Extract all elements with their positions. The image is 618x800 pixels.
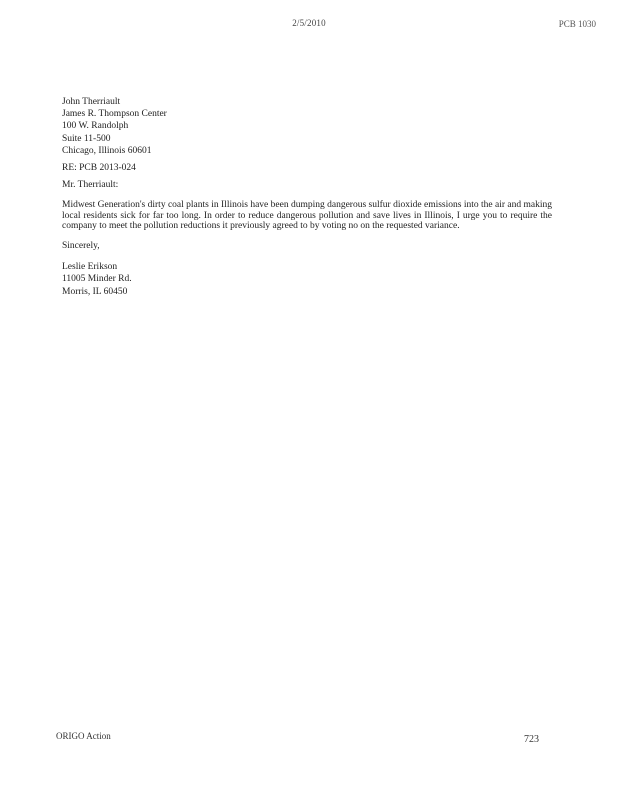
sender-city: Morris, IL 60450 bbox=[62, 286, 128, 297]
sender-street: 11005 Minder Rd. bbox=[62, 274, 132, 285]
letter-content bbox=[62, 96, 552, 298]
page-number: 723 bbox=[524, 734, 539, 745]
closing: Sincerely, bbox=[62, 241, 100, 252]
recipient-suite: Suite 11-500 bbox=[62, 133, 111, 144]
header-date: 2/5/2010 bbox=[292, 18, 326, 28]
letter-body: Midwest Generation's dirty coal plants in Illinois have been dumping dangerous sulfur dioxide emissions into the air and making local residents sick for far too long. In order to reduce dangerous pollution and save lives in Illinois, I urge you to require the company to meet the pollution reductions it previously agreed to by voting no on the requested variance. bbox=[62, 200, 552, 231]
recipient-city: Chicago, Illinois 60601 bbox=[62, 145, 152, 156]
recipient-building: James R. Thompson Center bbox=[62, 109, 167, 120]
header-doc-id: PCB 1030 bbox=[558, 19, 596, 29]
recipient-name: John Therriault bbox=[62, 97, 121, 107]
reference-line: RE: PCB 2013-024 bbox=[62, 163, 136, 174]
footer-organization: ORIGO Action bbox=[56, 731, 111, 741]
salutation: Mr. Therriault: bbox=[62, 180, 119, 191]
recipient-street: 100 W. Randolph bbox=[62, 121, 129, 132]
sender-name: Leslie Erikson bbox=[62, 262, 118, 273]
sender-block bbox=[62, 261, 552, 298]
recipient-address bbox=[62, 96, 552, 157]
